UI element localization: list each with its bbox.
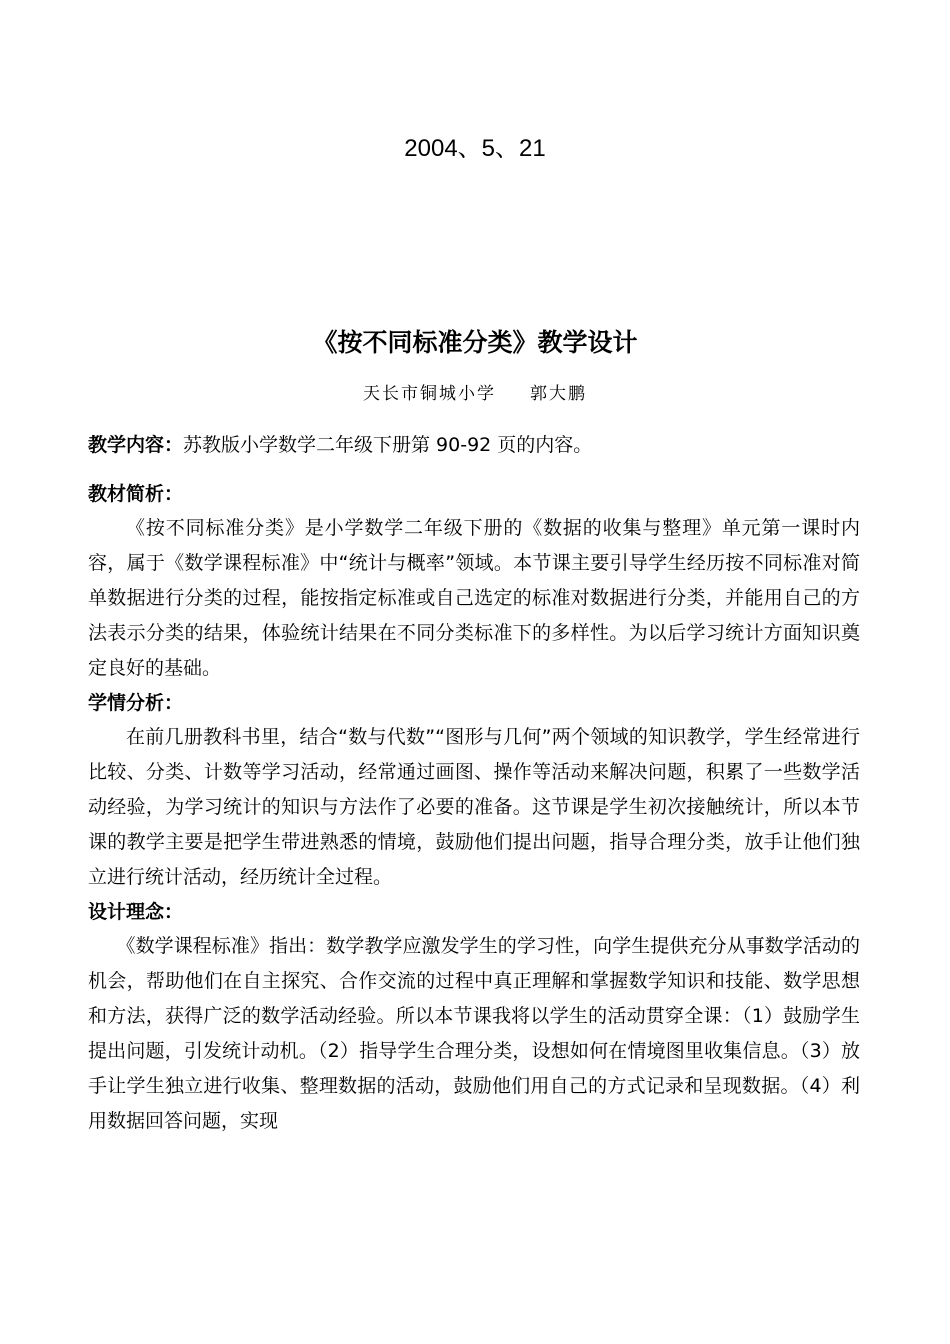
author-line (0, 380, 950, 408)
section-text-design: 《数学课程标准》指出：数学教学应激发学生的学习性，向学生提供充分从事数学活动的机会，帮助他们在自主探究、合作交流的过程中真正理解和掌握数学知识和技能、数学思想和方法，获得广泛的数学活动经验。所以本节课我将以学生的活动贯穿全课：（1）鼓励学生提出问题，引发统计动机。（2）指导学生合理分类，设想如何在情境图里收集信息。（3）放手让学生独立进行收集、整理数据的活动，鼓励他们用自己的方式记录和呈现数据。（4）利用数据回答问题，实现 (88, 935, 860, 1132)
section-heading-material: 教材简析： (88, 483, 184, 505)
section-text-students: 在前几册教科书里，结合“数与代数”“图形与几何”两个领域的知识教学，学生经常进行比较、分类、计数等学习活动，经常通过画图、操作等活动来解决问题，积累了一些数学活动经验，为学习统计的知识与方法作了必要的准备。这节课是学生初次接触统计，所以本节课的教学主要是把学生带进熟悉的情境，鼓励他们提出问题，指导合理分类，放手让他们独立进行统计活动，经历统计全过程。 (88, 726, 860, 888)
teaching-content-text: 苏教版小学数学二年级下册第 90-92 页的内容。 (183, 434, 593, 456)
section-heading-design: 设计理念： (88, 901, 184, 923)
section-heading-students: 学情分析： (88, 692, 184, 714)
document-date: 2004、5、21 (404, 135, 546, 162)
teaching-content (88, 428, 860, 463)
document-title: 《按不同标准分类》教学设计 (312, 328, 638, 357)
author-name: 郭大鹏 (530, 384, 587, 404)
document-body (88, 428, 860, 1139)
author-school: 天长市铜城小学 (363, 384, 496, 404)
section-text-material: 《按不同标准分类》是小学数学二年级下册的《数据的收集与整理》单元第一课时内容，属于《数学课程标准》中“统计与概率”领域。本节课主要引导学生经历按不同标准对简单数据进行分类的过程，能按指定标准或自己选定的标准对数据进行分类，并能用自己的方法表示分类的结果，体验统计结果在不同分类标准下的多样性。为以后学习统计方面知识奠定良好的基础。 (88, 517, 860, 679)
teaching-content-label: 教学内容： (88, 434, 184, 456)
